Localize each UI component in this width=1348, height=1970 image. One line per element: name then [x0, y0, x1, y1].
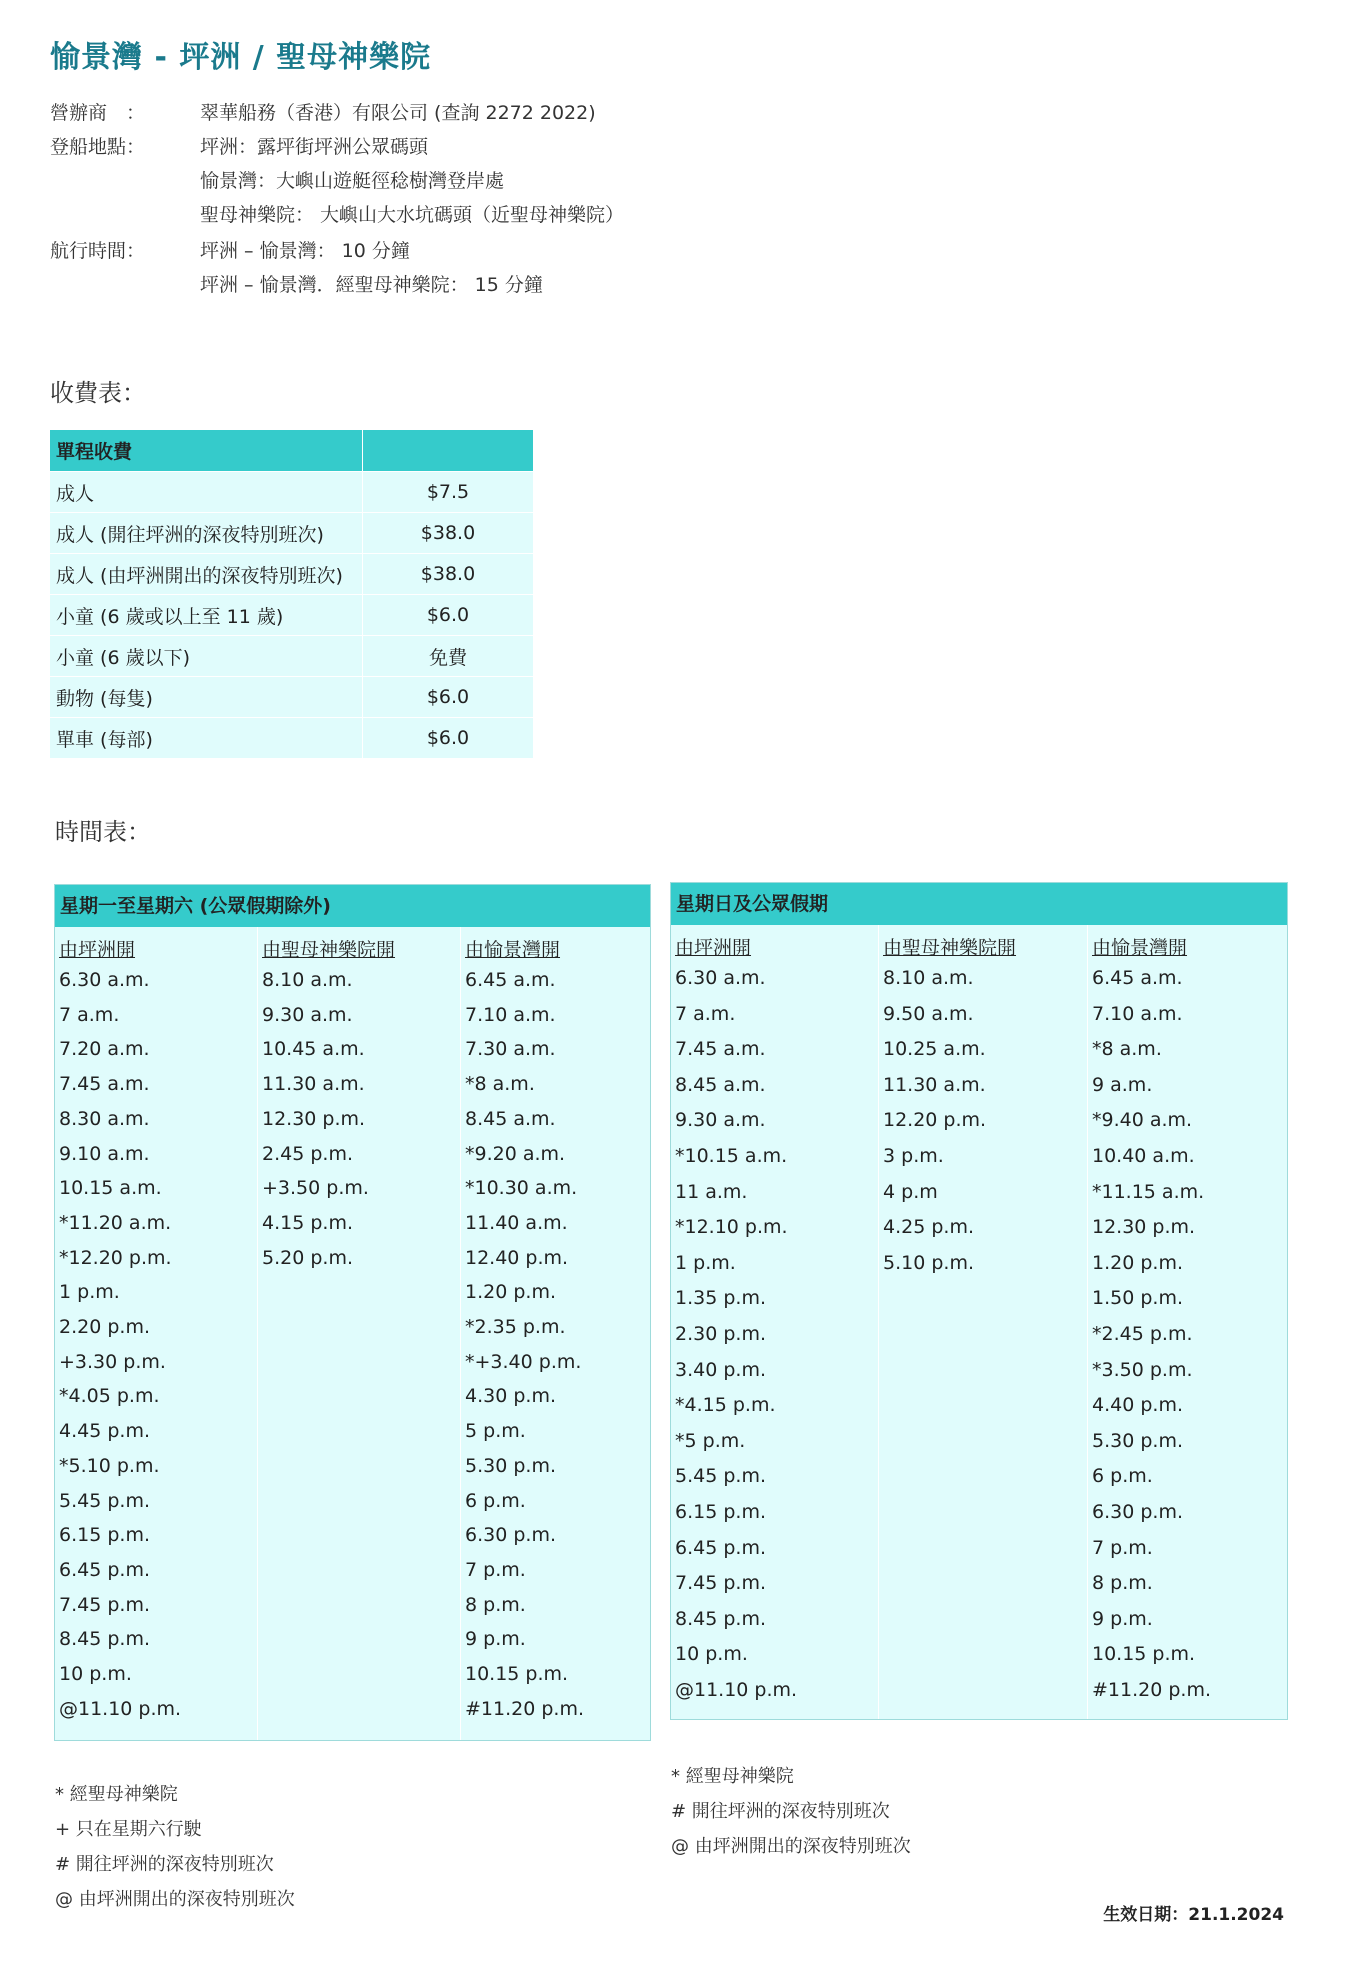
- departure-time: #11.20 p.m.: [465, 1697, 585, 1720]
- journey-value-direct: 坪洲 – 愉景灣： 10 分鐘: [200, 240, 410, 262]
- departure-time: 4.30 p.m.: [465, 1385, 556, 1408]
- fare-price: 免費: [363, 636, 534, 677]
- departure-time: *4.15 p.m.: [675, 1394, 776, 1417]
- holiday-col-discovery-bay: [1088, 925, 1286, 1719]
- departure-time: 4.45 p.m.: [59, 1420, 150, 1443]
- departure-time: *10.30 a.m.: [465, 1177, 578, 1200]
- weekday-timetable-title: 星期一至星期六 (公眾假期除外): [55, 885, 650, 927]
- departure-time: *2.45 p.m.: [1092, 1323, 1193, 1345]
- holiday-timetable-title: 星期日及公眾假期: [671, 883, 1287, 925]
- column-header: 由坪洲開: [59, 939, 136, 961]
- departure-time: 8.10 a.m.: [883, 967, 974, 989]
- departure-time: 11.30 a.m.: [883, 1073, 986, 1096]
- weekday-note: + 只在星期六行駛: [55, 1819, 202, 1840]
- departure-time: *8 a.m.: [1092, 1038, 1162, 1061]
- departure-time: 5.45 p.m.: [59, 1489, 150, 1512]
- departure-time: 2.30 p.m.: [675, 1323, 766, 1345]
- departure-time: 7.10 a.m.: [1092, 1002, 1183, 1025]
- departure-time: 4.25 p.m.: [883, 1216, 974, 1239]
- holiday-note: # 開往坪洲的深夜特別班次: [671, 1801, 890, 1822]
- departure-time: *8 a.m.: [465, 1073, 535, 1096]
- departure-time: 7.20 a.m.: [59, 1038, 150, 1061]
- departure-time: 6 p.m.: [1092, 1465, 1153, 1488]
- departure-time: 1.50 p.m.: [1092, 1287, 1183, 1310]
- fare-item: 成人 (開往坪洲的深夜特別班次): [50, 513, 363, 554]
- departure-time: 8 p.m.: [1092, 1572, 1153, 1595]
- departure-time: 7.45 a.m.: [675, 1038, 766, 1061]
- weekday-note: # 開往坪洲的深夜特別班次: [55, 1854, 274, 1875]
- table-row: [50, 636, 534, 677]
- departure-time: 6.45 a.m.: [1092, 967, 1183, 989]
- weekday-col-trappist: [258, 927, 461, 1740]
- departure-time: 12.20 p.m.: [883, 1109, 987, 1132]
- fare-price: $38.0: [363, 513, 534, 554]
- departure-time: *5 p.m.: [675, 1429, 746, 1452]
- departure-time: *9.40 a.m.: [1092, 1109, 1193, 1132]
- fare-price: $6.0: [363, 718, 534, 759]
- departure-time: 6.30 p.m.: [465, 1524, 556, 1547]
- operator-value: 翠華船務（香港）有限公司 (查詢 2272 2022): [200, 102, 596, 124]
- table-row: [50, 554, 534, 595]
- departure-time: 3.40 p.m.: [675, 1358, 766, 1381]
- weekday-note: * 經聖母神樂院: [55, 1784, 178, 1805]
- fare-header-label: 單程收費: [50, 430, 363, 472]
- departure-time: *3.50 p.m.: [1092, 1358, 1193, 1381]
- departure-time: 4.15 p.m.: [262, 1211, 353, 1234]
- departure-time: 10.15 a.m.: [59, 1177, 162, 1200]
- departure-time: 6.30 a.m.: [59, 969, 150, 991]
- timetable-section-title: 時間表：: [55, 818, 151, 846]
- operator-label: 營辦商 ：: [50, 102, 146, 124]
- weekday-col-discovery-bay: [461, 927, 649, 1740]
- departure-time: 10 p.m.: [675, 1643, 748, 1666]
- departure-time: 8.30 a.m.: [59, 1107, 150, 1130]
- fare-item: 成人: [50, 472, 363, 513]
- departure-time: 5 p.m.: [465, 1420, 526, 1443]
- departure-time: 9 p.m.: [465, 1628, 526, 1651]
- departure-time: 1.20 p.m.: [465, 1281, 556, 1304]
- departure-time: *2.35 p.m.: [465, 1316, 566, 1338]
- pier-value-trappist: 聖母神樂院： 大嶼山大水坑碼頭（近聖母神樂院）: [200, 204, 625, 226]
- departure-time: 9.10 a.m.: [59, 1142, 150, 1165]
- fare-price: $7.5: [363, 472, 534, 513]
- departure-time: 12.30 p.m.: [1092, 1216, 1196, 1239]
- fare-header-value: [363, 430, 534, 472]
- departure-time: *5.10 p.m.: [59, 1454, 160, 1477]
- departure-time: 9.30 a.m.: [675, 1109, 766, 1132]
- weekday-col-peng-chau: [55, 927, 258, 1740]
- fare-section-title: 收費表：: [50, 379, 146, 407]
- fare-price: $6.0: [363, 677, 534, 718]
- departure-time: 6.15 p.m.: [59, 1524, 150, 1547]
- departure-time: 1 p.m.: [675, 1251, 736, 1274]
- departure-time: 6.30 p.m.: [1092, 1501, 1183, 1523]
- departure-time: 8 p.m.: [465, 1593, 526, 1616]
- departure-time: 9.50 a.m.: [883, 1002, 974, 1025]
- departure-time: 11 a.m.: [675, 1180, 748, 1203]
- departure-time: *12.20 p.m.: [59, 1246, 172, 1269]
- departure-time: 8.45 a.m.: [465, 1107, 556, 1130]
- departure-time: 8.45 a.m.: [675, 1073, 766, 1096]
- table-row: [50, 718, 534, 759]
- departure-time: 6.45 p.m.: [675, 1536, 766, 1559]
- fare-item: 動物 (每隻): [50, 677, 363, 718]
- departure-time: +3.50 p.m.: [262, 1177, 369, 1200]
- fare-table: [49, 429, 534, 759]
- departure-time: 1 p.m.: [59, 1281, 120, 1304]
- departure-time: 6.45 a.m.: [465, 969, 556, 991]
- effective-date: 生效日期：21.1.2024: [1103, 1905, 1284, 1925]
- departure-time: *10.15 a.m.: [675, 1145, 788, 1167]
- fare-price: $38.0: [363, 554, 534, 595]
- weekday-timetable: [54, 884, 651, 1741]
- weekday-note: @ 由坪洲開出的深夜特別班次: [55, 1889, 295, 1910]
- pier-label: 登船地點：: [50, 136, 146, 158]
- departure-time: 3 p.m.: [883, 1145, 944, 1167]
- departure-time: 7.45 a.m.: [59, 1073, 150, 1096]
- column-header: 由坪洲開: [675, 937, 752, 959]
- column-header: 由愉景灣開: [465, 939, 561, 961]
- table-row: [50, 677, 534, 718]
- page-title: 愉景灣 - 坪洲 / 聖母神樂院: [50, 40, 432, 75]
- departure-time: 7 a.m.: [59, 1003, 120, 1026]
- departure-time: 4 p.m: [883, 1180, 938, 1203]
- departure-time: 10.45 a.m.: [262, 1038, 365, 1061]
- departure-time: 5.30 p.m.: [1092, 1429, 1183, 1452]
- departure-time: 7 p.m.: [1092, 1536, 1153, 1559]
- departure-time: *+3.40 p.m.: [465, 1350, 582, 1373]
- departure-time: 7.30 a.m.: [465, 1038, 556, 1061]
- column-header: 由聖母神樂院開: [883, 937, 1017, 959]
- departure-time: 5.30 p.m.: [465, 1454, 556, 1477]
- departure-time: 8.45 p.m.: [675, 1607, 766, 1630]
- table-row: [50, 595, 534, 636]
- departure-time: *4.05 p.m.: [59, 1385, 160, 1408]
- departure-time: @11.10 p.m.: [59, 1697, 182, 1720]
- fare-price: $6.0: [363, 595, 534, 636]
- holiday-col-peng-chau: [671, 925, 879, 1719]
- holiday-col-trappist: [879, 925, 1088, 1719]
- departure-time: 1.35 p.m.: [675, 1287, 766, 1310]
- holiday-note: * 經聖母神樂院: [671, 1766, 794, 1787]
- departure-time: 10.15 p.m.: [465, 1663, 569, 1685]
- departure-time: 9 a.m.: [1092, 1073, 1153, 1096]
- departure-time: @11.10 p.m.: [675, 1679, 798, 1701]
- departure-time: 4.40 p.m.: [1092, 1394, 1183, 1417]
- fare-item: 小童 (6 歲以下): [50, 636, 363, 677]
- fare-table-header: [50, 430, 534, 472]
- departure-time: +3.30 p.m.: [59, 1350, 166, 1373]
- holiday-note: @ 由坪洲開出的深夜特別班次: [671, 1836, 911, 1857]
- departure-time: 2.20 p.m.: [59, 1316, 150, 1338]
- holiday-timetable: [670, 882, 1288, 1720]
- pier-value-discovery-bay: 愉景灣：大嶼山遊艇徑稔樹灣登岸處: [200, 170, 505, 192]
- departure-time: 12.40 p.m.: [465, 1246, 569, 1269]
- departure-time: 12.30 p.m.: [262, 1107, 366, 1130]
- departure-time: 5.45 p.m.: [675, 1465, 766, 1488]
- departure-time: 5.20 p.m.: [262, 1246, 353, 1269]
- column-header: 由愉景灣開: [1092, 937, 1188, 959]
- departure-time: 11.30 a.m.: [262, 1073, 365, 1096]
- departure-time: 11.40 a.m.: [465, 1211, 568, 1234]
- departure-time: 1.20 p.m.: [1092, 1251, 1183, 1274]
- departure-time: *9.20 a.m.: [465, 1142, 566, 1165]
- departure-time: 10.40 a.m.: [1092, 1145, 1195, 1167]
- fare-item: 小童 (6 歲或以上至 11 歲): [50, 595, 363, 636]
- departure-time: 2.45 p.m.: [262, 1142, 353, 1165]
- departure-time: 7 p.m.: [465, 1558, 526, 1581]
- departure-time: *12.10 p.m.: [675, 1216, 788, 1239]
- journey-value-via: 坪洲 – 愉景灣．經聖母神樂院： 15 分鐘: [200, 274, 543, 296]
- pier-value-peng-chau: 坪洲：露坪街坪洲公眾碼頭: [200, 136, 429, 158]
- departure-time: *11.15 a.m.: [1092, 1180, 1205, 1203]
- departure-time: 10 p.m.: [59, 1663, 132, 1685]
- journey-label: 航行時間：: [50, 240, 146, 262]
- departure-time: 7.45 p.m.: [59, 1593, 150, 1616]
- departure-time: 10.15 p.m.: [1092, 1643, 1196, 1666]
- departure-time: 6.45 p.m.: [59, 1558, 150, 1581]
- departure-time: 7.45 p.m.: [675, 1572, 766, 1595]
- fare-item: 單車 (每部): [50, 718, 363, 759]
- table-row: [50, 472, 534, 513]
- departure-time: *11.20 a.m.: [59, 1211, 172, 1234]
- departure-time: 6.30 a.m.: [675, 967, 766, 989]
- departure-time: 7 a.m.: [675, 1002, 736, 1025]
- departure-time: 7.10 a.m.: [465, 1003, 556, 1026]
- departure-time: 8.45 p.m.: [59, 1628, 150, 1651]
- departure-time: 8.10 a.m.: [262, 969, 353, 991]
- column-header: 由聖母神樂院開: [262, 939, 396, 961]
- departure-time: 9.30 a.m.: [262, 1003, 353, 1026]
- table-row: [50, 513, 534, 554]
- departure-time: 6 p.m.: [465, 1489, 526, 1512]
- departure-time: #11.20 p.m.: [1092, 1679, 1212, 1701]
- departure-time: 9 p.m.: [1092, 1607, 1153, 1630]
- fare-item: 成人 (由坪洲開出的深夜特別班次): [50, 554, 363, 595]
- departure-time: 10.25 a.m.: [883, 1038, 986, 1061]
- departure-time: 6.15 p.m.: [675, 1501, 766, 1523]
- departure-time: 5.10 p.m.: [883, 1251, 974, 1274]
